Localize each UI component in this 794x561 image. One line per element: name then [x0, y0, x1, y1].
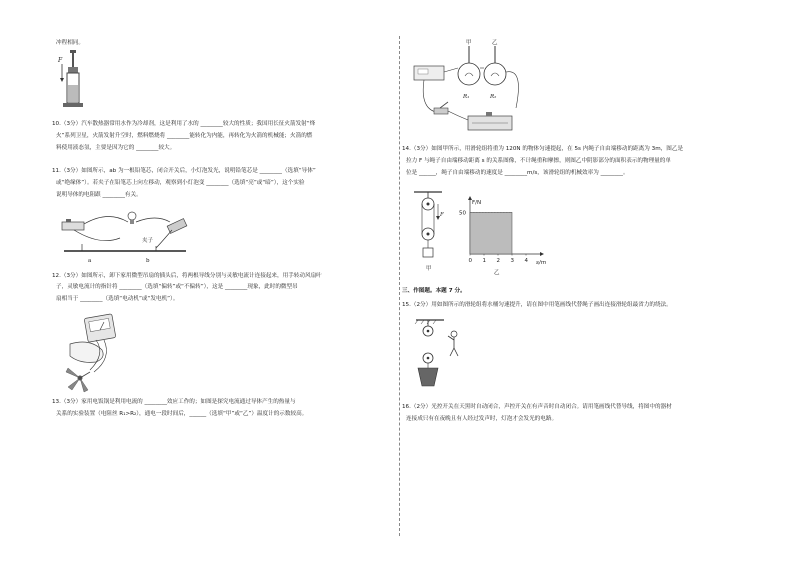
q15-line-1: 15.（2分）用如图所示的滑轮组将水桶匀速提升，请在图中用笔画线代替绳子画出连接滑轮组最省力的绕法。 — [402, 302, 672, 308]
q12-line-3: 扇相当于 ________（选填“电动机”或“发电机”）。 — [56, 296, 179, 302]
figure-pencil-circuit — [60, 208, 190, 270]
flask-yi-label: 乙 — [492, 40, 498, 46]
q10-line-2: 火”系列卫星，火箭发射升空时，燃料燃烧将 ________能转化为内能，再转化为火箭的机械能；火箭的燃 — [56, 133, 313, 139]
clip-label: 夹子 — [142, 238, 154, 244]
x-tick-label: 3 — [510, 258, 514, 264]
q10-line-3: 料使用液态氢，主要是因为它的 ________较大。 — [56, 145, 176, 151]
y-tick-label: 50 — [459, 210, 466, 217]
fig-jia-label: 甲 — [426, 266, 432, 272]
q16-line-1: 16.（2分）光控开关在天黑时自动闭合，声控开关在有声音时自动闭合。请用笔画线代替导线，将图中的器材 — [402, 404, 672, 410]
q11-line-2: 或“绝缘体”）。若夹子在铅笔芯上向左移动，观察到小灯泡变 ________（选填“亮”或“暗”），这个实验 — [56, 180, 305, 186]
x-tick-label: 4 — [524, 258, 528, 264]
column-divider — [399, 36, 400, 536]
force-distance-chart — [458, 196, 548, 276]
q12-line-1: 12.（3分）如图所示，卸下家用微型吊扇的插头后，将两根导线分别与灵敏电流计连接起来，用手转动风扇叶 — [52, 273, 322, 279]
r1-label: R₁ — [463, 94, 470, 100]
q13-line-2: 关系的实验装置（电阻丝 R₁>R₂），通电一段时间后，______（选填“甲”或“乙”）温度计的示数较高。 — [56, 411, 308, 417]
shaded-area — [470, 212, 512, 254]
figure-fan-galvanometer — [60, 310, 140, 394]
figure-heating-experiment — [406, 38, 526, 140]
figure-pulley-jia — [410, 190, 450, 272]
q13-line-1: 13.（3分）家用电饭锅是利用电流的 ________效应工作的；如图是探究电流通过导体产生的热量与 — [52, 399, 296, 405]
fig-yi-label: 乙 — [494, 270, 500, 276]
chart-xlabel: s/m — [536, 260, 547, 266]
flask-jia-label: 甲 — [466, 40, 472, 46]
x-tick-label: 0 — [468, 258, 472, 264]
figure-pulley-bucket — [414, 318, 464, 390]
point-a-label: a — [88, 258, 92, 264]
q12-line-2: 子，灵敏电流计的指针将 ________（选填“偏转”或“不偏转”），这是 ________现象，此时的微型吊 — [56, 284, 298, 290]
point-b-label: b — [146, 258, 150, 264]
r2-label: R₂ — [490, 94, 497, 100]
q10-line-1: 10.（3分）汽车散热器常用水作为冷却剂，这是利用了水的 ________较大的性质；我国用长征火箭发射“烽 — [52, 121, 316, 127]
q14-line-2: 拉力 F 与绳子自由端移动距离 s 的关系图像，不计绳重和摩擦，则图乙中阴影部分的面积表示的物理量的单 — [406, 158, 671, 164]
figure-piston — [58, 50, 88, 112]
q14-line-1: 14.（3分）如图甲所示，用滑轮组将重为 120N 的物体匀速提起，在 5s 内绳子自由端移动的距离为 3m，图乙是 — [402, 146, 684, 152]
q11-line-1: 11.（3分）如图所示，ab 为一根铅笔芯，闭合开关后，小灯泡发光，说明铅笔芯是 ________（选填“导体” — [52, 168, 316, 174]
x-tick-label: 2 — [496, 258, 500, 264]
q11-line-3: 说明导体的电阻跟 ________有关。 — [56, 192, 142, 198]
x-tick-label: 1 — [482, 258, 486, 264]
q16-line-2: 连接成只有在夜晚且有人经过发声时，灯泡才会发光的电路。 — [406, 416, 558, 422]
prev-question-tail: 冲程相同。 — [56, 40, 84, 46]
force-label: F — [58, 57, 63, 64]
section-3-heading: 三、作图题。本题 7 分。 — [402, 288, 466, 294]
q14-line-3: 位是 ______，绳子自由端移动的速度是 ________m/s，该滑轮组的机械效率为 ________。 — [406, 170, 629, 176]
chart-ylabel: F/N — [472, 200, 482, 206]
pulley-force-label: F — [440, 212, 444, 218]
